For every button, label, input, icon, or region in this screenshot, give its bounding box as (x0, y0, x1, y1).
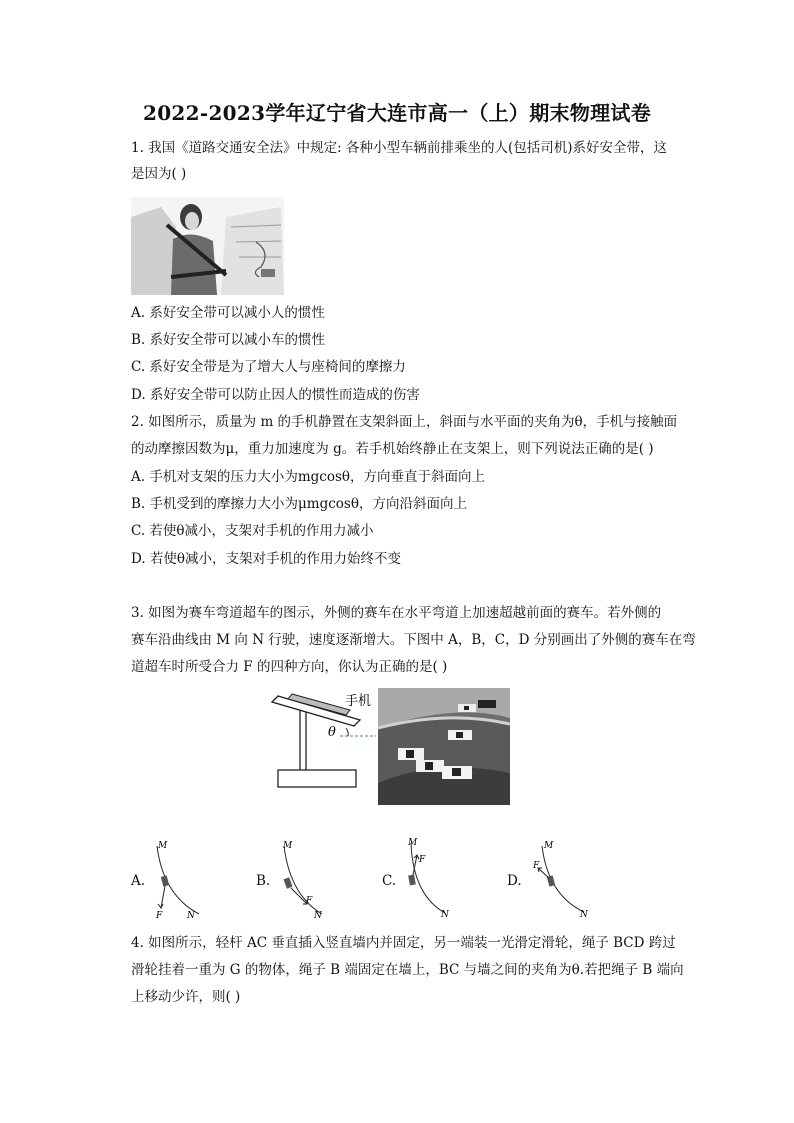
q2-stem-line-2: 的动摩擦因数为μ，重力加速度为 g。若手机始终静止在支架上，则下列说法正确的是( ) (131, 441, 654, 457)
q3-option-d-letter: D. (507, 873, 522, 889)
exam-title: 2022-2023学年辽宁省大连市高一（上）期末物理试卷 (142, 101, 652, 125)
q2-option-d: D. 若使θ减小，支架对手机的作用力始终不变 (131, 551, 402, 567)
q1-option-c: C. 系好安全带是为了增大人与座椅间的摩擦力 (131, 359, 406, 375)
q1-option-d: D. 系好安全带可以防止因人的惯性而造成的伤害 (131, 387, 420, 403)
q4-stem-line-2: 滑轮挂着一重为 G 的物体，绳子 B 端固定在墙上，BC 与墙之间的夹角为θ.若把绳子 B 端向 (131, 962, 684, 978)
q3-option-b-curve (270, 840, 330, 920)
q3-option-c-letter: C. (382, 873, 397, 889)
q1-stem-line-1: 1. 我国《道路交通安全法》中规定: 各种小型车辆前排乘坐的人(包括司机)系好安全带，这 (131, 140, 668, 156)
race-car-photo (378, 688, 510, 805)
q1-stem-line-2: 是因为( ) (131, 166, 187, 182)
q2-option-c: C. 若使θ减小，支架对手机的作用力减小 (131, 523, 374, 539)
q3-stem-line-2: 赛车沿曲线由 M 向 N 行驶，速度逐渐增大。下图中 A，B，C，D 分别画出了外侧的赛车在弯 (131, 632, 696, 648)
phone-label: 手机 (345, 694, 372, 709)
q3-stem-line-3: 道超车时所受合力 F 的四种方向，你认为正确的是( ) (131, 659, 448, 675)
q1-option-b: B. 系好安全带可以减小车的惯性 (131, 332, 326, 348)
q3-option-d-curve (522, 840, 592, 920)
svg-text:M: M (544, 841, 554, 851)
q3-option-a-letter: A. (131, 873, 146, 889)
seatbelt-photo (131, 197, 284, 295)
q3-option-c-curve (395, 835, 455, 920)
svg-text:N: N (441, 910, 449, 920)
svg-text:M: M (158, 841, 168, 851)
q1-option-a: A. 系好安全带可以减小人的惯性 (131, 305, 325, 321)
svg-text:M: M (408, 838, 418, 848)
svg-text:F: F (533, 861, 540, 871)
q4-stem-line-3: 上移动少许，则( ) (131, 989, 241, 1005)
svg-text:F: F (306, 896, 313, 906)
q2-stem-line-1: 2. 如图所示，质量为 m 的手机静置在支架斜面上，斜面与水平面的夹角为θ，手机与接触面 (131, 414, 678, 430)
phone-stand-diagram (270, 688, 380, 793)
svg-text:F: F (419, 855, 426, 865)
angle-theta-label: θ (328, 725, 336, 740)
q2-option-a: A. 手机对支架的压力大小为mgcosθ，方向垂直于斜面向上 (131, 469, 486, 485)
svg-text:N: N (314, 911, 322, 920)
q3-option-b-letter: B. (256, 873, 271, 889)
q3-option-a-curve (143, 840, 203, 920)
q2-option-b: B. 手机受到的摩擦力大小为μmgcosθ，方向沿斜面向上 (131, 496, 467, 512)
q4-stem-line-1: 4. 如图所示，轻杆 AC 垂直插入竖直墙内并固定，另一端装一光滑定滑轮，绳子 BCD 跨过 (131, 935, 676, 951)
q3-stem-line-1: 3. 如图为赛车弯道超车的图示，外侧的赛车在水平弯道上加速超越前面的赛车。若外侧的 (131, 605, 662, 621)
svg-text:M: M (283, 841, 293, 851)
svg-text:N: N (187, 911, 195, 920)
svg-text:N: N (580, 910, 588, 920)
svg-text:F: F (156, 911, 163, 920)
